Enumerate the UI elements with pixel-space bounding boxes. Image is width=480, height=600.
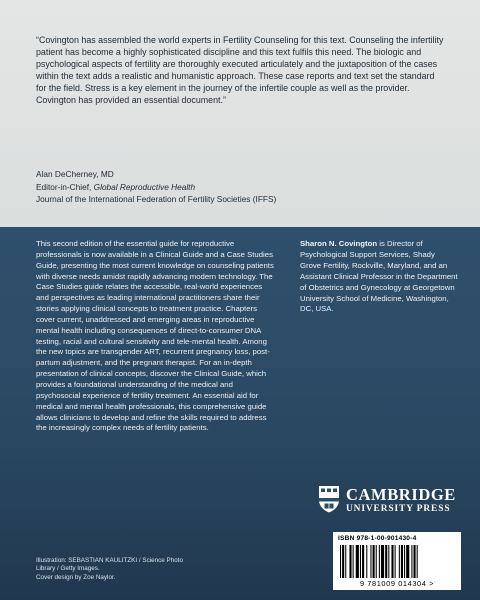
barcode-bar [376,545,377,578]
barcode-bar [342,545,344,578]
barcode-bar [373,545,375,578]
isbn-label: ISBN 978-1-00-901430-4 [338,535,417,542]
barcode-bar [360,545,361,578]
author-bio [300,239,458,315]
barcode-bar [345,545,346,578]
barcode-bar [385,545,387,578]
barcode-bar [388,545,389,578]
credit-line-1: Illustration: SEBASTIAN KAULITZKI / Science Photo [36,557,183,564]
barcode-bar [381,545,384,578]
barcode-bar [411,545,412,578]
barcode-bar [395,545,396,578]
barcode-bar [362,545,364,578]
barcode-digits: 9 781009 014304 > [359,579,435,588]
barcode-bar [379,545,380,578]
barcode-bar [391,545,393,578]
barcode-bar [349,545,351,578]
endorser-name: Alan DeCherney, MD [36,169,114,179]
cover-credits [36,557,226,582]
barcode-image [338,545,456,578]
publisher-subtitle: UNIVERSITY PRESS [346,504,451,514]
endorsement-band [0,0,480,227]
barcode-bar [406,545,409,578]
book-description: This second edition of the essential guide for reproductive professionals is now available in a Clinical Guide and a Case Studies Guide, presenting the most current knowledge on counseling patients with diverse needs amidst rapidly advancing modern technology. The Case Studies guide relates the accessible, real-world experiences and perspectives as leading international practitioners share their stories applying clinical concepts to treatment practice. Chapters cover current, unaddressed and emerging areas in reproductive mental health including consequences of direct-to-consumer DNA testing, racial and cultural sensitivity and tele-mental health. Among the new topics are transgender ART, recurrent pregnancy loss, post-partum adjustment, and the pregnant therapist. For an in-depth presentation of clinical concepts, discover the Clinical Guide, which provides a foundational understanding of the medical and psychosocial experience of fertility treatment. An essential aid for medical and mental health professionals, this comprehensive guide allows clinicians to develop and refine the skills required to address the increasingly complex needs of fertility patients. [36,239,274,433]
barcode-bar [399,545,400,578]
endorsement-attribution [36,168,456,206]
author-bio-text: is Director of Psychological Support Services, Shady Grove Fertility, Rockville, Maryland, and an Assistant Clinical Professor in the Department of Obstetrics and Gynecology at Georgetown University School of Medicine, Washington, DC, USA. [300,239,458,314]
cambridge-shield-icon [318,485,340,513]
barcode-bar [356,545,359,578]
endorser-organization: Journal of the International Federation of Fertility Societies (IFFS) [36,194,277,205]
endorsement-quote: “Covington has assembled the world experts in Fertility Counseling for this text. Counseling the infertility patient has become a highly sophisticated discipline and this text fulfils this need. The biologic and psychological aspects of fertility are thoroughly executed articulately and the juxtaposition of the cases within the text adds a realistic and humanistic approach. These case reports and text set the standard for the field. Stress is a key element in the journey of the infertile couple as well as the provider. Covington has provided an essential document.” [36,35,444,106]
credit-line-2: Library / Getty Images. [36,565,100,573]
barcode-bar [353,545,354,578]
author-name: Sharon N. Covington [300,239,378,248]
endorser-role [36,181,456,194]
barcode-bar [366,545,367,578]
endorser-journal: Global Reproductive Health [93,181,196,192]
barcode-bar [340,545,341,578]
barcode-bar [401,545,403,578]
barcode-bar [404,545,405,578]
credit-line-3: Cover design by Zoe Naylor. [36,573,116,581]
barcode-bar [414,545,416,578]
barcode-panel [333,532,461,590]
endorser-role-prefix: Editor-in-Chief, [36,181,94,192]
barcode-bar [417,545,418,578]
barcode-bar [370,545,371,578]
publisher-name: CAMBRIDGE [346,485,456,504]
publisher-logo [318,485,456,519]
